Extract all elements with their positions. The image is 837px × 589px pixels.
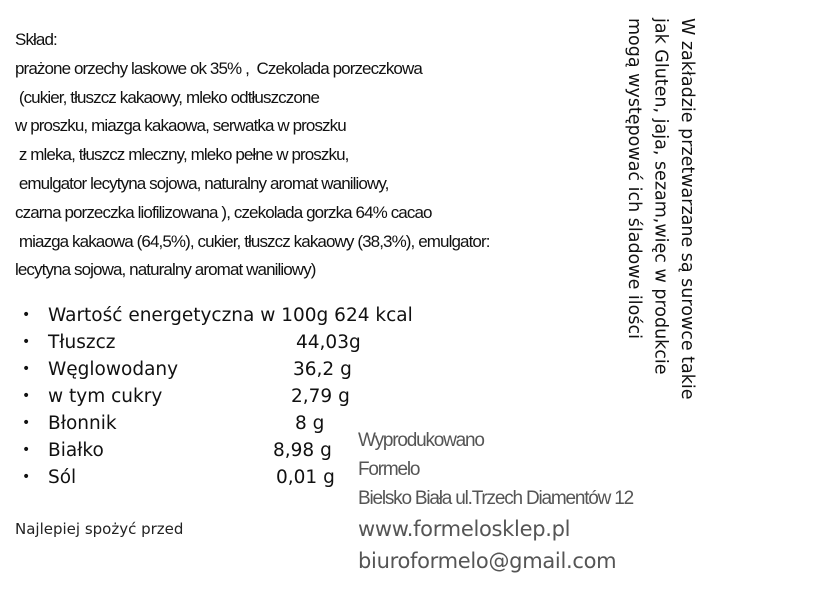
allergen-notice-line: W zakładzie przetwarzane są surowce takie [677,18,697,400]
bullet: • [22,415,31,431]
nutrient-value: 2,79 g [291,386,350,407]
ingredients-line: w proszku, miazga kakaowa, serwatka w proszku [15,116,346,136]
ingredients-heading: Skład: [15,30,57,49]
nutrition-row-carbs [22,356,462,383]
bullet: • [22,334,31,350]
producer-name: Formelo [358,459,420,480]
nutrient-value: 8,98 g [273,440,332,461]
nutrition-row-energy [22,302,462,329]
ingredients-line: lecytyna sojowa, naturalny aromat waniliowy) [15,260,316,280]
nutrient-name: Węglowodany [48,359,179,380]
nutrient-name: Sól [48,467,77,488]
nutrient-name: w tym cukry [48,386,163,407]
bullet: • [22,307,31,323]
bullet: • [22,469,31,485]
nutrient-name: Wartość energetyczna w 100g 624 kcal [48,305,413,326]
bullet: • [22,442,31,458]
producer-email: biuroformelo@gmail.com [358,549,617,573]
nutrient-name: Błonnik [48,413,117,434]
nutrient-value: 0,01 g [276,467,335,488]
nutrient-name: Tłuszcz [48,332,116,353]
ingredients-line: prażone orzechy laskowe ok 35% , Czekolada porzeczkowa [15,58,422,78]
producer-heading: Wyprodukowano [358,430,484,451]
ingredients-line: czarna porzeczka liofilizowana ), czekolada gorzka 64% cacao [15,202,432,222]
producer-block [358,426,633,577]
ingredients-line: z mleka, tłuszcz mleczny, mleko pełne w proszku, [15,145,349,165]
ingredients-line: miazga kakaowa (64,5%), cukier, tłuszcz kakaowy (38,3%), emulgator: [15,231,490,251]
bullet: • [22,361,31,377]
bullet: • [22,388,31,404]
nutrient-value: 8 g [295,413,325,434]
allergen-notice-line: mogą występować ich śladowe ilości [624,18,644,339]
allergen-notice [618,18,700,463]
nutrient-value: 44,03g [296,332,361,353]
producer-website: www.formelosklep.pl [358,517,571,541]
ingredients-block [15,26,605,285]
ingredients-line: (cukier, tłuszcz kakaowy, mleko odtłuszczone [15,87,320,107]
nutrition-row-sugars [22,383,462,410]
nutrition-row-fat [22,329,462,356]
nutrient-value: 36,2 g [293,359,352,380]
producer-address: Bielsko Biała ul.Trzech Diamentów 12 [358,488,634,509]
nutrient-name: Białko [48,440,104,461]
ingredients-line: emulgator lecytyna sojowa, naturalny aromat waniliowy, [15,173,389,193]
allergen-notice-line: jak Gluten, jaja, sezam,więc w produkcie [650,18,671,375]
best-before-label: Najlepiej spożyć przed [15,520,184,538]
